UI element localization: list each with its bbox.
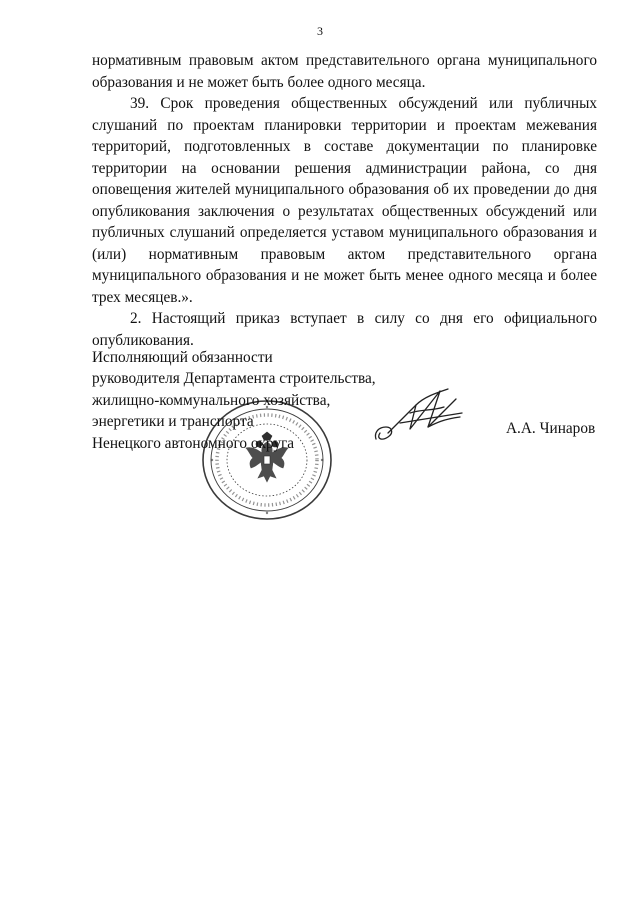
signer-name: А.А. Чинаров — [506, 420, 596, 437]
signatory-title-line: жилищно-коммунального хозяйства, — [92, 391, 331, 409]
paragraph-continuation: нормативным правовым актом представительного органа муниципального образования и не может быть более одного месяца. — [92, 52, 597, 91]
signatory-title-line: энергетики и транспорта — [92, 413, 254, 431]
signature-block — [92, 347, 382, 454]
paragraph-item-39: 39. Срок проведения общественных обсуждений или публичных слушаний по проектам планировки территории и проектам межевания территорий, подготовленных в составе документации по планировке территории на основании решения администрации района, со дня оповещения жителей муниципального образования об их проведении до дня опубликования заключения о результатах общественных обсуждений или публичных слушаний определяется уставом муниципального образования и (или) нормативным правовым актом представительного органа муниципального образования и не может быть менее одного месяца и более трех месяцев.». — [92, 95, 597, 306]
page-number: 3 — [317, 24, 323, 38]
signatory-title-line: Ненецкого автономного округа — [92, 434, 295, 452]
document-body — [92, 50, 597, 351]
handwritten-signature — [370, 383, 482, 445]
paragraph-item-2: 2. Настоящий приказ вступает в силу со дня его официального опубликования. — [92, 310, 597, 349]
signatory-title-line: руководителя Департамента строительства, — [92, 370, 376, 388]
signatory-title-line: Исполняющий обязанности — [92, 349, 273, 366]
